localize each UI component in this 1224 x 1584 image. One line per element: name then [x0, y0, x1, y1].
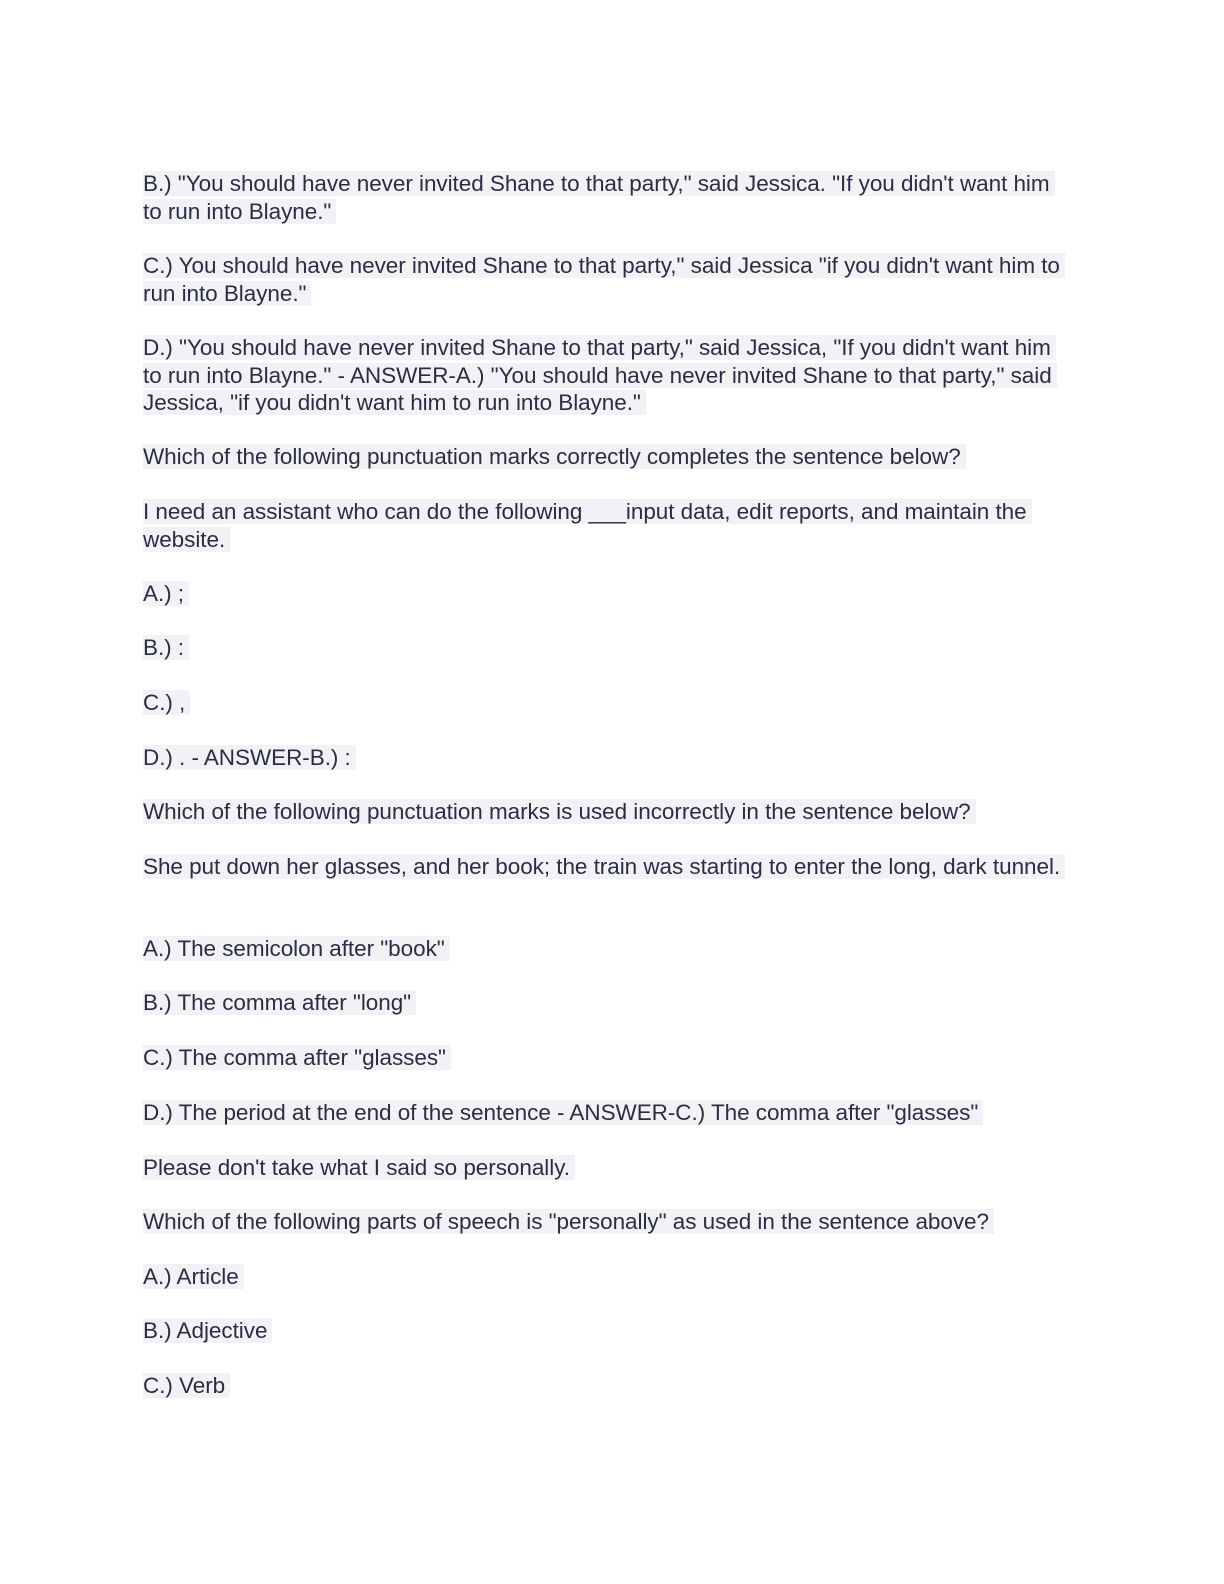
question-text: Which of the following punctuation marks correctly completes the sentence below? — [143, 443, 1073, 471]
answer-option-b: B.) The comma after "long" — [143, 989, 1073, 1017]
answer-option-b: B.) : — [143, 634, 1073, 662]
question-text: Which of the following parts of speech is "personally" as used in the sentence above? — [143, 1208, 1073, 1236]
answer-option-c: C.) You should have never invited Shane to that party," said Jessica "if you didn't want him to run into Blayne." — [143, 252, 1073, 307]
question-sentence: She put down her glasses, and her book; the train was starting to enter the long, dark tunnel. — [143, 853, 1073, 881]
answer-option-b: B.) "You should have never invited Shane to that party," said Jessica. "If you didn't want him to run into Blayne." — [143, 170, 1073, 225]
answer-option-c: C.) Verb — [143, 1372, 1073, 1400]
answer-option-d-with-answer: D.) . - ANSWER-B.) : — [143, 744, 1073, 772]
answer-option-d-with-answer: D.) The period at the end of the sentence - ANSWER-C.) The comma after "glasses" — [143, 1099, 1073, 1127]
answer-option-d-with-answer: D.) "You should have never invited Shane to that party," said Jessica, "If you didn't want him to run into Blayne." - ANSWER-A.) "You should have never invited Shane to that party," said Jessica, "if you didn't want him to run into Blayne." — [143, 334, 1073, 417]
question-sentence: Please don't take what I said so personally. — [143, 1154, 1073, 1182]
answer-option-a: A.) Article — [143, 1263, 1073, 1291]
answer-option-a: A.) The semicolon after "book" — [143, 935, 1073, 963]
answer-option-c: C.) , — [143, 689, 1073, 717]
answer-option-a: A.) ; — [143, 580, 1073, 608]
question-sentence: I need an assistant who can do the following ___input data, edit reports, and maintain the website. — [143, 498, 1073, 553]
answer-option-c: C.) The comma after "glasses" — [143, 1044, 1073, 1072]
question-text: Which of the following punctuation marks is used incorrectly in the sentence below? — [143, 798, 1073, 826]
answer-option-b: B.) Adjective — [143, 1317, 1073, 1345]
